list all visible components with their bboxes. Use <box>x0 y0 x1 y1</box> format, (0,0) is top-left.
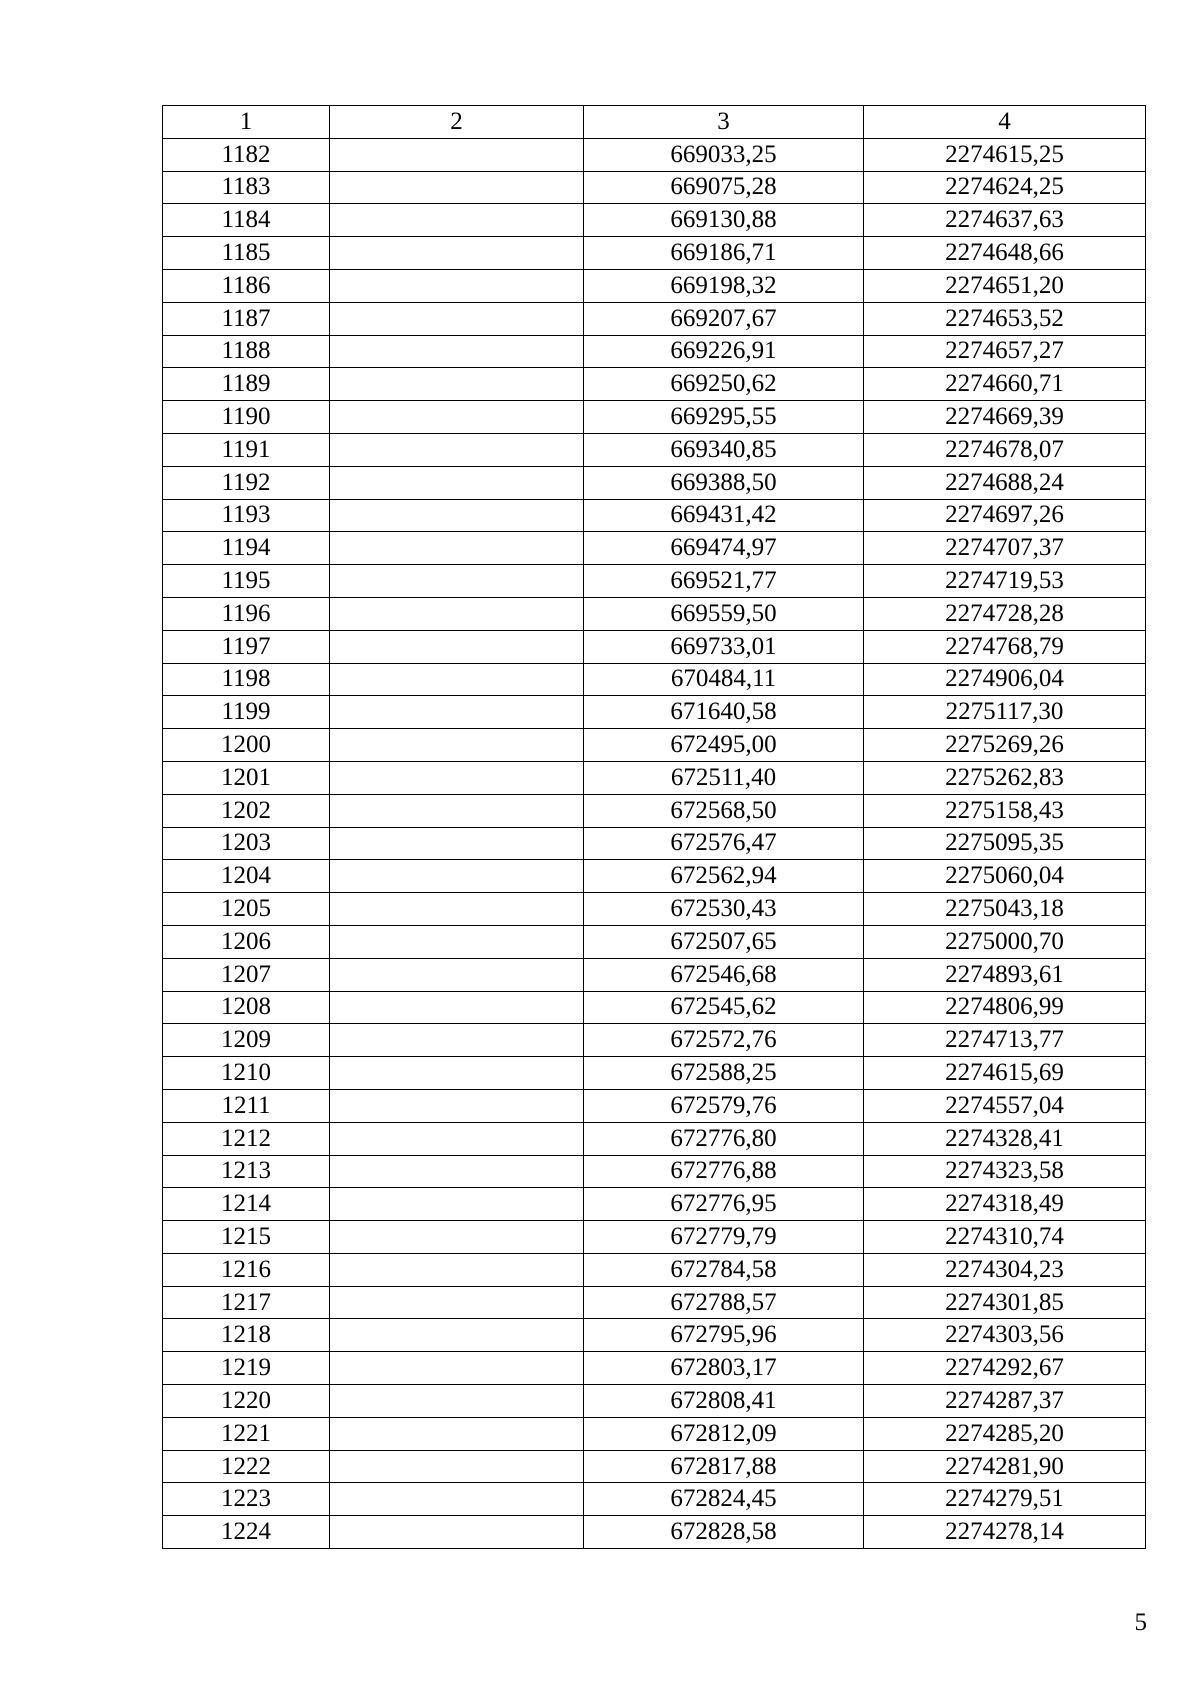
point-number-cell: 1218 <box>163 1319 330 1352</box>
x-coordinate-cell: 669559,50 <box>584 597 864 630</box>
x-coordinate-cell: 672776,95 <box>584 1188 864 1221</box>
y-coordinate-cell: 2274318,49 <box>864 1188 1146 1221</box>
point-number-cell: 1202 <box>163 794 330 827</box>
description-cell <box>330 269 584 302</box>
table-row <box>163 729 1146 762</box>
description-cell <box>330 302 584 335</box>
table-row <box>163 958 1146 991</box>
table-row <box>163 368 1146 401</box>
x-coordinate-cell: 669340,85 <box>584 433 864 466</box>
table-row <box>163 663 1146 696</box>
table-row <box>163 761 1146 794</box>
x-coordinate-cell: 672588,25 <box>584 1057 864 1090</box>
page-number: 5 <box>1134 1609 1147 1636</box>
x-coordinate-cell: 669207,67 <box>584 302 864 335</box>
y-coordinate-cell: 2274806,99 <box>864 991 1146 1024</box>
point-number-cell: 1182 <box>163 138 330 171</box>
y-coordinate-cell: 2274281,90 <box>864 1450 1146 1483</box>
description-cell <box>330 827 584 860</box>
point-number-cell: 1197 <box>163 630 330 663</box>
x-coordinate-cell: 672817,88 <box>584 1450 864 1483</box>
description-cell <box>330 466 584 499</box>
coordinates-table <box>162 105 1146 1549</box>
x-coordinate-cell: 672795,96 <box>584 1319 864 1352</box>
y-coordinate-cell: 2274323,58 <box>864 1155 1146 1188</box>
description-cell <box>330 1122 584 1155</box>
description-cell <box>330 1417 584 1450</box>
table-row <box>163 1352 1146 1385</box>
table-row <box>163 1385 1146 1418</box>
x-coordinate-cell: 672788,57 <box>584 1286 864 1319</box>
y-coordinate-cell: 2274285,20 <box>864 1417 1146 1450</box>
point-number-cell: 1210 <box>163 1057 330 1090</box>
y-coordinate-cell: 2275043,18 <box>864 893 1146 926</box>
description-cell <box>330 499 584 532</box>
y-coordinate-cell: 2274713,77 <box>864 1024 1146 1057</box>
description-cell <box>330 696 584 729</box>
x-coordinate-cell: 672828,58 <box>584 1516 864 1549</box>
description-cell <box>330 1385 584 1418</box>
table-row <box>163 1188 1146 1221</box>
description-cell <box>330 729 584 762</box>
point-number-cell: 1187 <box>163 302 330 335</box>
y-coordinate-cell: 2274728,28 <box>864 597 1146 630</box>
description-cell <box>330 1188 584 1221</box>
x-coordinate-cell: 672803,17 <box>584 1352 864 1385</box>
description-cell <box>330 1253 584 1286</box>
y-coordinate-cell: 2275117,30 <box>864 696 1146 729</box>
x-coordinate-cell: 672546,68 <box>584 958 864 991</box>
table-row <box>163 1221 1146 1254</box>
description-cell <box>330 1221 584 1254</box>
table-row <box>163 466 1146 499</box>
table-row <box>163 1516 1146 1549</box>
x-coordinate-cell: 672808,41 <box>584 1385 864 1418</box>
description-cell <box>330 368 584 401</box>
table-row <box>163 565 1146 598</box>
table-row <box>163 335 1146 368</box>
table-row <box>163 925 1146 958</box>
table-row <box>163 302 1146 335</box>
description-cell <box>330 1089 584 1122</box>
y-coordinate-cell: 2274287,37 <box>864 1385 1146 1418</box>
point-number-cell: 1217 <box>163 1286 330 1319</box>
table-row <box>163 1253 1146 1286</box>
description-cell <box>330 1155 584 1188</box>
table-row <box>163 794 1146 827</box>
point-number-cell: 1194 <box>163 532 330 565</box>
description-cell <box>330 1450 584 1483</box>
x-coordinate-cell: 672824,45 <box>584 1483 864 1516</box>
description-cell <box>330 663 584 696</box>
point-number-cell: 1201 <box>163 761 330 794</box>
point-number-cell: 1188 <box>163 335 330 368</box>
point-number-cell: 1219 <box>163 1352 330 1385</box>
x-coordinate-cell: 669075,28 <box>584 171 864 204</box>
table-row <box>163 1417 1146 1450</box>
x-coordinate-cell: 669431,42 <box>584 499 864 532</box>
table-row <box>163 893 1146 926</box>
y-coordinate-cell: 2274653,52 <box>864 302 1146 335</box>
point-number-cell: 1204 <box>163 860 330 893</box>
table-row <box>163 269 1146 302</box>
x-coordinate-cell: 669474,97 <box>584 532 864 565</box>
column-header-4: 4 <box>864 106 1146 139</box>
table-row <box>163 991 1146 1024</box>
description-cell <box>330 958 584 991</box>
x-coordinate-cell: 669250,62 <box>584 368 864 401</box>
x-coordinate-cell: 672511,40 <box>584 761 864 794</box>
table-row <box>163 1057 1146 1090</box>
description-cell <box>330 991 584 1024</box>
point-number-cell: 1189 <box>163 368 330 401</box>
description-cell <box>330 1057 584 1090</box>
point-number-cell: 1209 <box>163 1024 330 1057</box>
table-row <box>163 1450 1146 1483</box>
y-coordinate-cell: 2275269,26 <box>864 729 1146 762</box>
description-cell <box>330 794 584 827</box>
y-coordinate-cell: 2274906,04 <box>864 663 1146 696</box>
point-number-cell: 1224 <box>163 1516 330 1549</box>
x-coordinate-cell: 669226,91 <box>584 335 864 368</box>
table-row <box>163 860 1146 893</box>
y-coordinate-cell: 2274637,63 <box>864 204 1146 237</box>
table-body <box>163 138 1146 1548</box>
table-row <box>163 237 1146 270</box>
point-number-cell: 1198 <box>163 663 330 696</box>
y-coordinate-cell: 2275095,35 <box>864 827 1146 860</box>
point-number-cell: 1205 <box>163 893 330 926</box>
table-row <box>163 827 1146 860</box>
column-header-2: 2 <box>330 106 584 139</box>
y-coordinate-cell: 2274279,51 <box>864 1483 1146 1516</box>
x-coordinate-cell: 672562,94 <box>584 860 864 893</box>
table-row <box>163 1319 1146 1352</box>
table-row <box>163 1155 1146 1188</box>
x-coordinate-cell: 672507,65 <box>584 925 864 958</box>
point-number-cell: 1222 <box>163 1450 330 1483</box>
description-cell <box>330 335 584 368</box>
description-cell <box>330 138 584 171</box>
x-coordinate-cell: 672568,50 <box>584 794 864 827</box>
y-coordinate-cell: 2275158,43 <box>864 794 1146 827</box>
description-cell <box>330 237 584 270</box>
point-number-cell: 1216 <box>163 1253 330 1286</box>
y-coordinate-cell: 2274697,26 <box>864 499 1146 532</box>
point-number-cell: 1184 <box>163 204 330 237</box>
point-number-cell: 1196 <box>163 597 330 630</box>
y-coordinate-cell: 2274657,27 <box>864 335 1146 368</box>
y-coordinate-cell: 2275060,04 <box>864 860 1146 893</box>
point-number-cell: 1221 <box>163 1417 330 1450</box>
point-number-cell: 1215 <box>163 1221 330 1254</box>
description-cell <box>330 1319 584 1352</box>
description-cell <box>330 925 584 958</box>
x-coordinate-cell: 669733,01 <box>584 630 864 663</box>
x-coordinate-cell: 672784,58 <box>584 1253 864 1286</box>
point-number-cell: 1223 <box>163 1483 330 1516</box>
table-row <box>163 597 1146 630</box>
table-row <box>163 401 1146 434</box>
point-number-cell: 1195 <box>163 565 330 598</box>
x-coordinate-cell: 672776,88 <box>584 1155 864 1188</box>
y-coordinate-cell: 2274328,41 <box>864 1122 1146 1155</box>
point-number-cell: 1193 <box>163 499 330 532</box>
table-row <box>163 499 1146 532</box>
x-coordinate-cell: 672530,43 <box>584 893 864 926</box>
x-coordinate-cell: 672576,47 <box>584 827 864 860</box>
y-coordinate-cell: 2274719,53 <box>864 565 1146 598</box>
point-number-cell: 1203 <box>163 827 330 860</box>
table-row <box>163 204 1146 237</box>
y-coordinate-cell: 2274688,24 <box>864 466 1146 499</box>
x-coordinate-cell: 669388,50 <box>584 466 864 499</box>
table-row <box>163 1122 1146 1155</box>
x-coordinate-cell: 670484,11 <box>584 663 864 696</box>
y-coordinate-cell: 2274304,23 <box>864 1253 1146 1286</box>
description-cell <box>330 532 584 565</box>
x-coordinate-cell: 671640,58 <box>584 696 864 729</box>
point-number-cell: 1214 <box>163 1188 330 1221</box>
table-row <box>163 1024 1146 1057</box>
description-cell <box>330 433 584 466</box>
point-number-cell: 1199 <box>163 696 330 729</box>
description-cell <box>330 171 584 204</box>
description-cell <box>330 1286 584 1319</box>
table-header-row <box>163 106 1146 139</box>
x-coordinate-cell: 669033,25 <box>584 138 864 171</box>
table-row <box>163 532 1146 565</box>
y-coordinate-cell: 2274615,25 <box>864 138 1146 171</box>
point-number-cell: 1183 <box>163 171 330 204</box>
x-coordinate-cell: 669186,71 <box>584 237 864 270</box>
description-cell <box>330 1516 584 1549</box>
table-row <box>163 696 1146 729</box>
point-number-cell: 1190 <box>163 401 330 434</box>
y-coordinate-cell: 2274660,71 <box>864 368 1146 401</box>
description-cell <box>330 893 584 926</box>
y-coordinate-cell: 2274678,07 <box>864 433 1146 466</box>
point-number-cell: 1208 <box>163 991 330 1024</box>
y-coordinate-cell: 2274651,20 <box>864 269 1146 302</box>
y-coordinate-cell: 2274768,79 <box>864 630 1146 663</box>
x-coordinate-cell: 672495,00 <box>584 729 864 762</box>
table-row <box>163 1089 1146 1122</box>
description-cell <box>330 860 584 893</box>
x-coordinate-cell: 669521,77 <box>584 565 864 598</box>
x-coordinate-cell: 672572,76 <box>584 1024 864 1057</box>
point-number-cell: 1200 <box>163 729 330 762</box>
y-coordinate-cell: 2274893,61 <box>864 958 1146 991</box>
x-coordinate-cell: 669130,88 <box>584 204 864 237</box>
y-coordinate-cell: 2274615,69 <box>864 1057 1146 1090</box>
description-cell <box>330 597 584 630</box>
y-coordinate-cell: 2274707,37 <box>864 532 1146 565</box>
x-coordinate-cell: 672812,09 <box>584 1417 864 1450</box>
table-row <box>163 1483 1146 1516</box>
point-number-cell: 1186 <box>163 269 330 302</box>
y-coordinate-cell: 2274301,85 <box>864 1286 1146 1319</box>
point-number-cell: 1206 <box>163 925 330 958</box>
table-row <box>163 171 1146 204</box>
column-header-1: 1 <box>163 106 330 139</box>
x-coordinate-cell: 672779,79 <box>584 1221 864 1254</box>
table-row <box>163 138 1146 171</box>
point-number-cell: 1185 <box>163 237 330 270</box>
y-coordinate-cell: 2274624,25 <box>864 171 1146 204</box>
description-cell <box>330 1352 584 1385</box>
table-row <box>163 630 1146 663</box>
point-number-cell: 1191 <box>163 433 330 466</box>
column-header-3: 3 <box>584 106 864 139</box>
x-coordinate-cell: 672545,62 <box>584 991 864 1024</box>
description-cell <box>330 761 584 794</box>
y-coordinate-cell: 2274557,04 <box>864 1089 1146 1122</box>
y-coordinate-cell: 2275000,70 <box>864 925 1146 958</box>
table-row <box>163 1286 1146 1319</box>
point-number-cell: 1213 <box>163 1155 330 1188</box>
description-cell <box>330 1024 584 1057</box>
x-coordinate-cell: 672579,76 <box>584 1089 864 1122</box>
x-coordinate-cell: 672776,80 <box>584 1122 864 1155</box>
description-cell <box>330 204 584 237</box>
table-row <box>163 433 1146 466</box>
description-cell <box>330 630 584 663</box>
description-cell <box>330 1483 584 1516</box>
point-number-cell: 1207 <box>163 958 330 991</box>
description-cell <box>330 565 584 598</box>
y-coordinate-cell: 2274303,56 <box>864 1319 1146 1352</box>
y-coordinate-cell: 2274648,66 <box>864 237 1146 270</box>
y-coordinate-cell: 2274310,74 <box>864 1221 1146 1254</box>
y-coordinate-cell: 2274292,67 <box>864 1352 1146 1385</box>
x-coordinate-cell: 669198,32 <box>584 269 864 302</box>
point-number-cell: 1192 <box>163 466 330 499</box>
description-cell <box>330 401 584 434</box>
y-coordinate-cell: 2274669,39 <box>864 401 1146 434</box>
x-coordinate-cell: 669295,55 <box>584 401 864 434</box>
point-number-cell: 1212 <box>163 1122 330 1155</box>
y-coordinate-cell: 2275262,83 <box>864 761 1146 794</box>
point-number-cell: 1220 <box>163 1385 330 1418</box>
y-coordinate-cell: 2274278,14 <box>864 1516 1146 1549</box>
point-number-cell: 1211 <box>163 1089 330 1122</box>
